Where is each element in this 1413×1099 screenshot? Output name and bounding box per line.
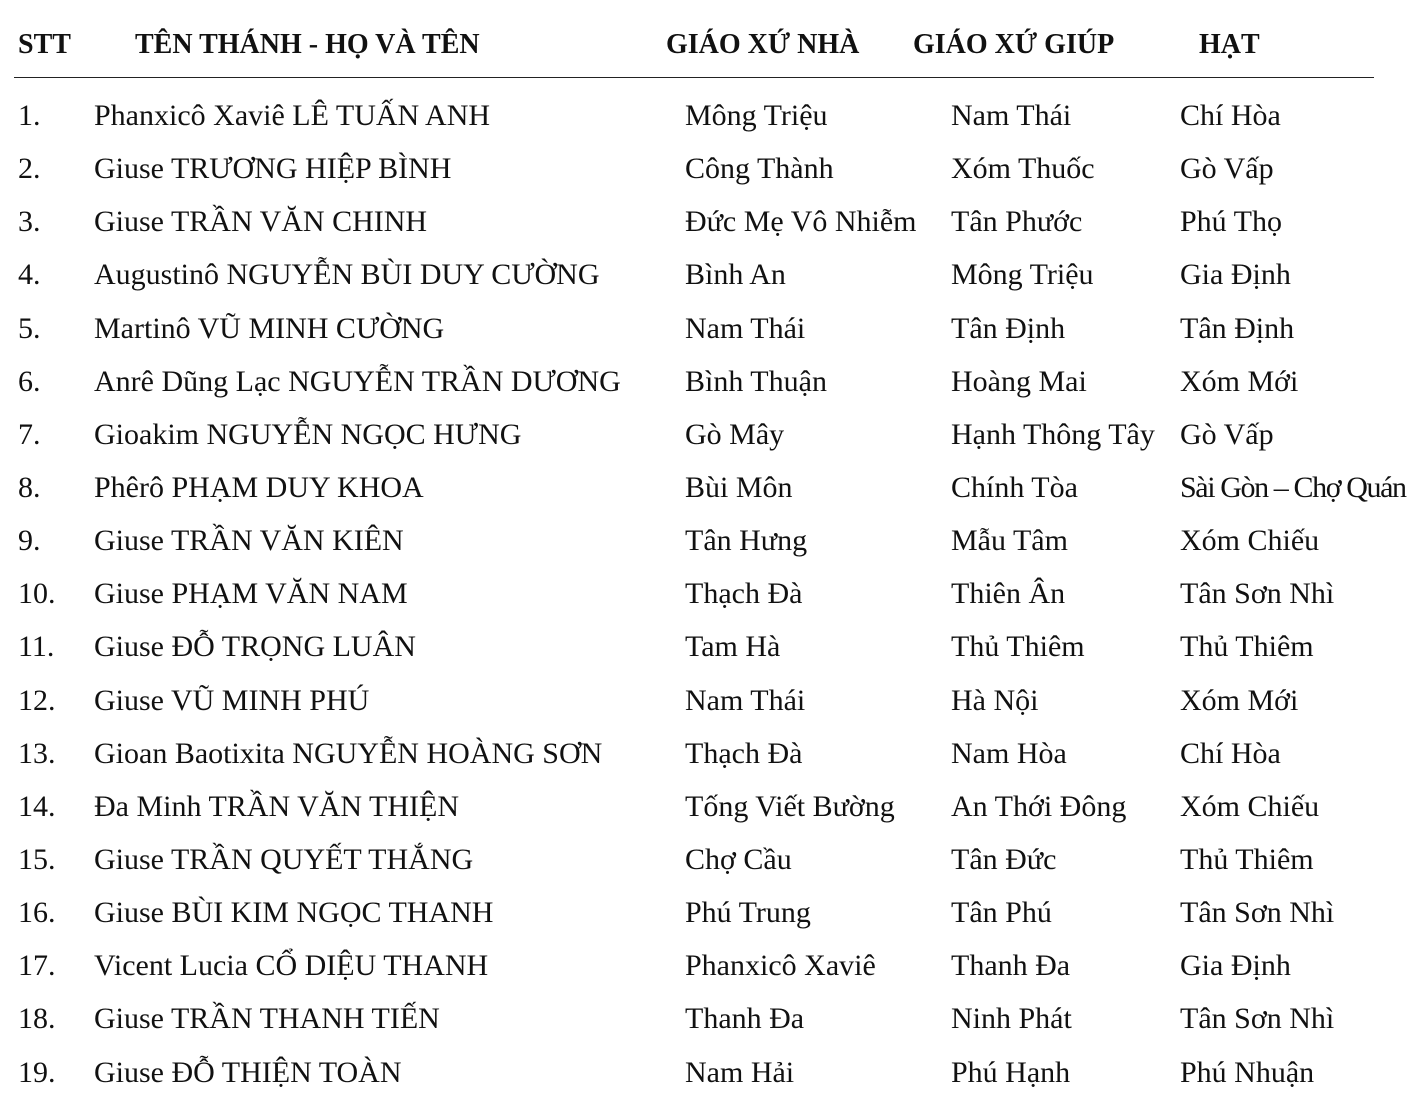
- table-row: [0, 408, 1413, 461]
- deanery: Gò Vấp: [1180, 417, 1274, 451]
- person-name: Giuse TRẦN QUYẾT THẮNG: [94, 842, 474, 876]
- row-number: 6.: [18, 364, 41, 398]
- home-parish: Phanxicô Xaviê: [685, 949, 876, 983]
- row-number: 14.: [18, 789, 56, 823]
- deanery: Gò Vấp: [1180, 152, 1274, 186]
- help-parish: Thủ Thiêm: [951, 630, 1085, 664]
- table-row: [0, 142, 1413, 195]
- table-header: [0, 0, 1413, 80]
- home-parish: Tam Hà: [685, 630, 781, 664]
- person-name: Giuse TRẦN THANH TIẾN: [94, 1002, 440, 1036]
- deanery: Tân Sơn Nhì: [1180, 1002, 1335, 1036]
- deanery: Tân Sơn Nhì: [1180, 577, 1335, 611]
- deanery: Xóm Chiếu: [1180, 524, 1320, 558]
- row-number: 15.: [18, 842, 56, 876]
- deanery: Tân Sơn Nhì: [1180, 896, 1335, 930]
- table-row: [0, 302, 1413, 355]
- table-row: [0, 674, 1413, 727]
- deanery: Thủ Thiêm: [1180, 842, 1314, 876]
- person-name: Phêrô PHẠM DUY KHOA: [94, 470, 424, 504]
- home-parish: Nam Thái: [685, 683, 806, 717]
- row-number: 9.: [18, 524, 41, 558]
- home-parish: Đức Mẹ Vô Nhiễm: [685, 205, 917, 239]
- help-parish: Mẫu Tâm: [951, 524, 1068, 558]
- deanery: Tân Định: [1180, 311, 1295, 345]
- header-help-parish: GIÁO XỨ GIÚP: [913, 29, 1115, 60]
- person-name: Giuse TRẦN VĂN CHINH: [94, 205, 428, 239]
- deanery: Phú Thọ: [1180, 205, 1282, 239]
- table-row: [0, 461, 1413, 514]
- person-name: Giuse BÙI KIM NGỌC THANH: [94, 896, 494, 930]
- help-parish: Tân Phước: [951, 205, 1083, 239]
- deanery: Gia Định: [1180, 949, 1291, 983]
- deanery: Chí Hòa: [1180, 736, 1281, 770]
- person-name: Gioakim NGUYỄN NGỌC HƯNG: [94, 417, 522, 451]
- person-name: Augustinô NGUYỄN BÙI DUY CƯỜNG: [94, 258, 600, 292]
- home-parish: Nam Hải: [685, 1055, 795, 1089]
- deanery: Phú Nhuận: [1180, 1055, 1315, 1089]
- person-name: Giuse TRẦN VĂN KIÊN: [94, 524, 404, 558]
- row-number: 11.: [18, 630, 55, 664]
- row-number: 2.: [18, 152, 41, 186]
- table-row: [0, 89, 1413, 142]
- home-parish: Phú Trung: [685, 896, 811, 930]
- row-number: 3.: [18, 205, 41, 239]
- home-parish: Tân Hưng: [685, 524, 808, 558]
- help-parish: Phú Hạnh: [951, 1055, 1071, 1089]
- person-name: Vicent Lucia CỔ DIỆU THANH: [94, 949, 489, 983]
- home-parish: Mông Triệu: [685, 99, 828, 132]
- row-number: 17.: [18, 949, 56, 983]
- home-parish: Chợ Cầu: [685, 842, 792, 876]
- home-parish: Công Thành: [685, 152, 834, 186]
- row-number: 1.: [18, 99, 41, 132]
- person-name: Giuse ĐỖ THIỆN TOÀN: [94, 1055, 402, 1089]
- help-parish: Tân Đức: [951, 842, 1057, 876]
- home-parish: Nam Thái: [685, 311, 806, 345]
- person-name: Giuse VŨ MINH PHÚ: [94, 683, 370, 717]
- row-number: 7.: [18, 417, 41, 451]
- help-parish: Tân Định: [951, 311, 1066, 345]
- person-name: Phanxicô Xaviê LÊ TUẤN ANH: [94, 99, 491, 132]
- help-parish: Thanh Đa: [951, 949, 1071, 983]
- home-parish: Tống Viết Bường: [685, 789, 895, 823]
- deanery: Gia Định: [1180, 258, 1291, 292]
- person-name: Martinô VŨ MINH CƯỜNG: [94, 311, 445, 345]
- deanery: Thủ Thiêm: [1180, 630, 1314, 664]
- deanery: Chí Hòa: [1180, 99, 1281, 132]
- person-name: Đa Minh TRẦN VĂN THIỆN: [94, 789, 459, 823]
- home-parish: Bình Thuận: [685, 364, 827, 398]
- header-home-parish: GIÁO XỨ NHÀ: [666, 29, 860, 60]
- row-number: 16.: [18, 896, 56, 930]
- table-row: [0, 780, 1413, 833]
- deanery: Xóm Mới: [1180, 364, 1299, 398]
- help-parish: An Thới Đông: [951, 789, 1127, 823]
- help-parish: Hà Nội: [951, 683, 1039, 717]
- table-row: [0, 1046, 1413, 1099]
- row-number: 18.: [18, 1002, 56, 1036]
- table-row: [0, 833, 1413, 886]
- home-parish: Thạch Đà: [685, 577, 803, 611]
- person-name: Gioan Baotixita NGUYỄN HOÀNG SƠN: [94, 736, 603, 770]
- table-row: [0, 355, 1413, 408]
- table-row: [0, 939, 1413, 992]
- row-number: 5.: [18, 311, 41, 345]
- home-parish: Bình An: [685, 258, 786, 292]
- home-parish: Bùi Môn: [685, 470, 793, 504]
- home-parish: Gò Mây: [685, 417, 785, 451]
- row-number: 4.: [18, 258, 41, 292]
- row-number: 10.: [18, 577, 56, 611]
- header-stt: STT: [18, 29, 71, 60]
- deanery: Xóm Chiếu: [1180, 789, 1320, 823]
- home-parish: Thạch Đà: [685, 736, 803, 770]
- row-number: 19.: [18, 1055, 56, 1089]
- home-parish: Thanh Đa: [685, 1002, 805, 1036]
- table-row: [0, 727, 1413, 780]
- deanery: Sài Gòn – Chợ Quán: [1180, 470, 1406, 504]
- table-row: [0, 886, 1413, 939]
- person-name: Giuse ĐỖ TRỌNG LUÂN: [94, 630, 416, 664]
- help-parish: Chính Tòa: [951, 470, 1078, 504]
- help-parish: Thiên Ân: [951, 577, 1066, 611]
- person-name: Giuse PHẠM VĂN NAM: [94, 577, 408, 611]
- help-parish: Tân Phú: [951, 896, 1052, 930]
- row-number: 8.: [18, 470, 41, 504]
- row-number: 13.: [18, 736, 56, 770]
- table-body: [0, 89, 1413, 1099]
- person-name: Giuse TRƯƠNG HIỆP BÌNH: [94, 152, 452, 186]
- header-name: TÊN THÁNH - HỌ VÀ TÊN: [135, 29, 480, 60]
- help-parish: Nam Thái: [951, 99, 1072, 132]
- help-parish: Xóm Thuốc: [951, 152, 1095, 186]
- row-number: 12.: [18, 683, 56, 717]
- header-deanery: HẠT: [1199, 29, 1260, 60]
- table-row: [0, 195, 1413, 248]
- table-row: [0, 992, 1413, 1045]
- person-name: Anrê Dũng Lạc NGUYỄN TRẦN DƯƠNG: [94, 364, 621, 398]
- help-parish: Nam Hòa: [951, 736, 1067, 770]
- help-parish: Hạnh Thông Tây: [951, 417, 1155, 451]
- table-row: [0, 514, 1413, 567]
- help-parish: Mông Triệu: [951, 258, 1094, 292]
- table-row: [0, 567, 1413, 620]
- table-row: [0, 620, 1413, 673]
- deanery: Xóm Mới: [1180, 683, 1299, 717]
- help-parish: Ninh Phát: [951, 1002, 1072, 1036]
- help-parish: Hoàng Mai: [951, 364, 1087, 398]
- table-row: [0, 248, 1413, 301]
- header-divider: [14, 77, 1374, 78]
